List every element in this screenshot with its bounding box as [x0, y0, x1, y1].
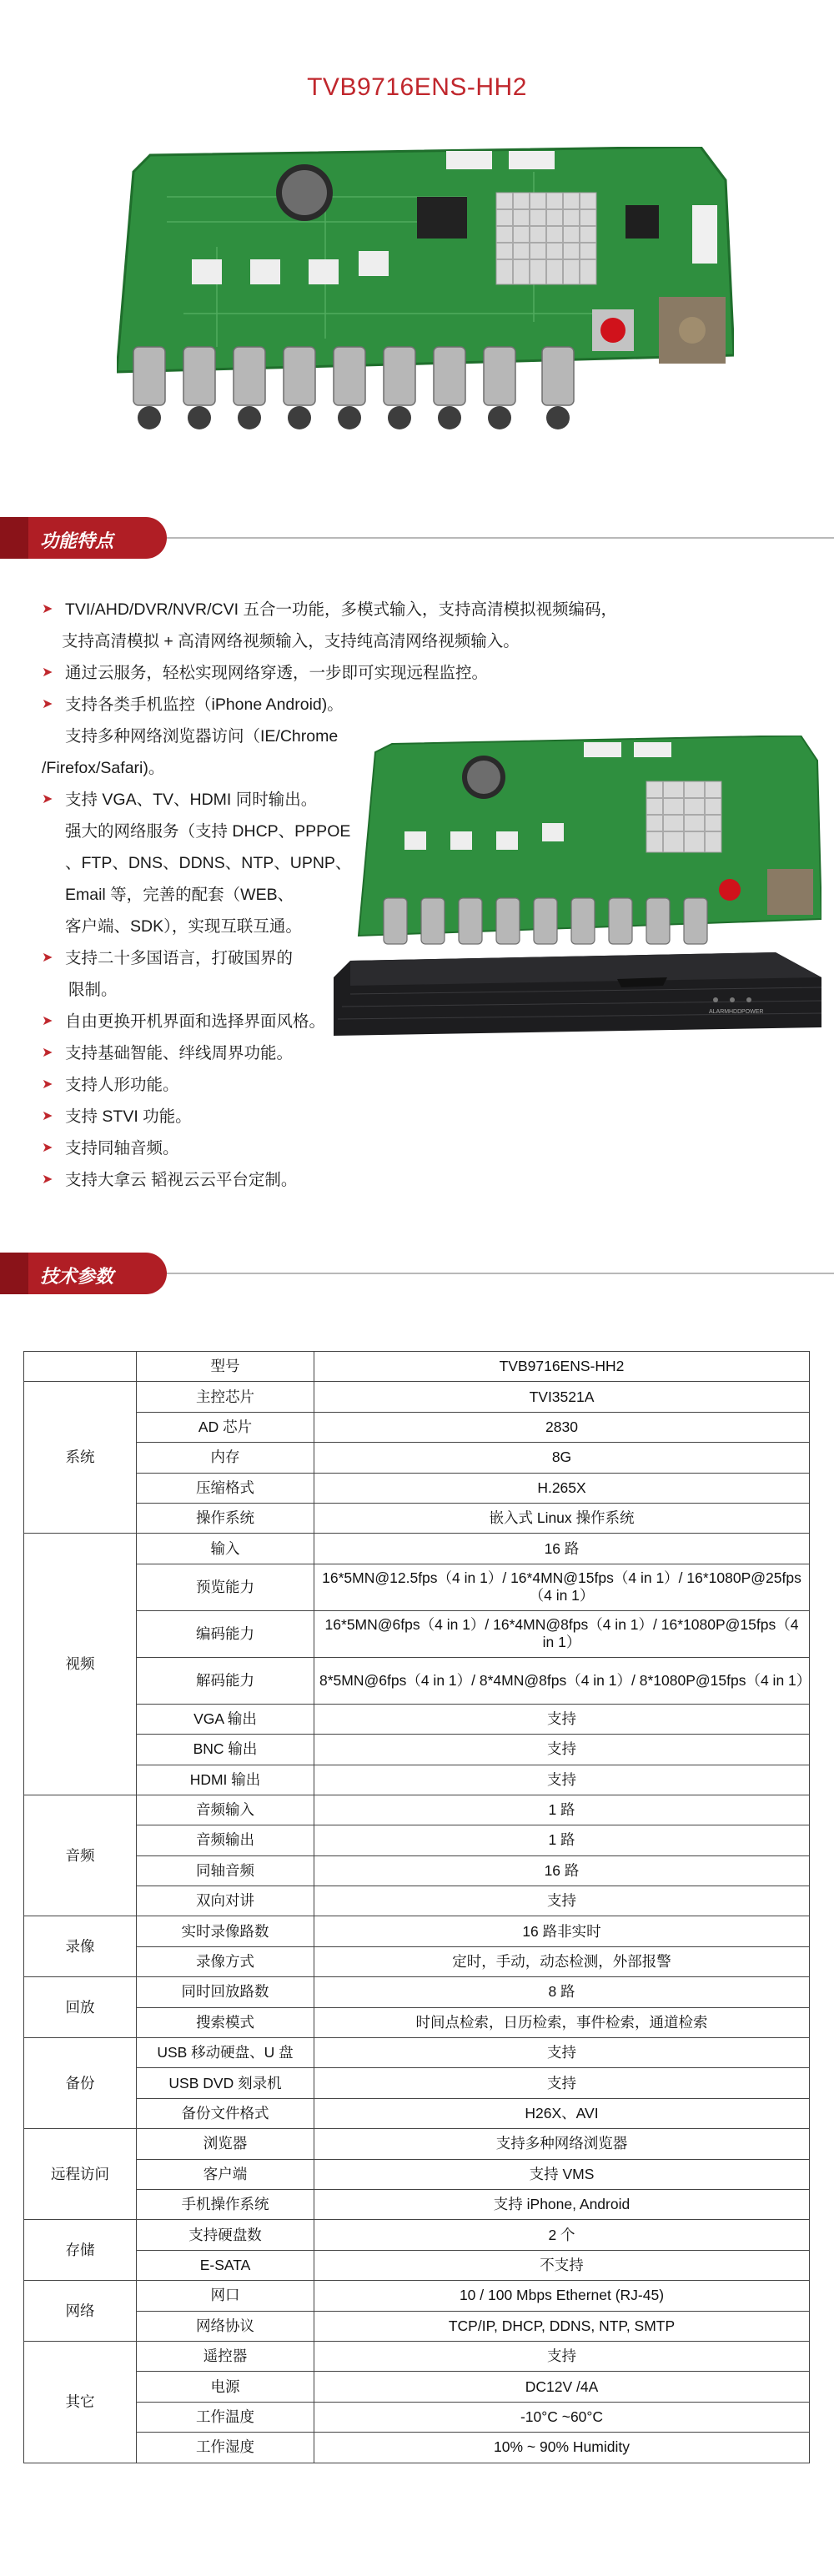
arrow-bullet-icon: ➤	[42, 1141, 53, 1155]
param-cell: 压缩格式	[137, 1473, 314, 1503]
value-cell: H.265X	[314, 1473, 810, 1503]
list-item: ➤ 通过云服务，轻松实现网络穿透，一步即可实现远程监控。	[40, 657, 791, 689]
param-cell: 双向对讲	[137, 1886, 314, 1916]
param-cell: 解码能力	[137, 1657, 314, 1704]
list-item: ➤ 支持基础智能、绊线周界功能。	[40, 1037, 791, 1069]
list-item: ➤ 支持二十多国语言，打破国界的 限制。	[40, 942, 791, 1006]
table-row	[24, 2250, 810, 2280]
param-cell: USB DVD 刻录机	[137, 2068, 314, 2098]
value-cell: 支持	[314, 1765, 810, 1795]
table-row	[24, 1534, 810, 1564]
table-row	[24, 1443, 810, 1473]
param-cell: 操作系统	[137, 1503, 314, 1533]
group-cell: 存储	[24, 2220, 137, 2281]
value-cell: 16*5MN@12.5fps（4 in 1）/ 16*4MN@15fps（4 in 1）/ 16*1080P@25fps（4 in 1）	[314, 1564, 810, 1610]
value-cell: 16 路非实时	[314, 1916, 810, 1946]
value-cell: 定时，手动，动态检测，外部报警	[314, 1946, 810, 1976]
value-cell: 不支持	[314, 2250, 810, 2280]
value-cell: 1 路	[314, 1795, 810, 1825]
table-row	[24, 1916, 810, 1946]
param-cell: 实时录像路数	[137, 1916, 314, 1946]
list-item: ➤ TVI/AHD/DVR/NVR/CVI 五合一功能，多模式输入，支持高清模拟视频编码， 支持高清模拟 + 高清网络视频输入，支持纯高清网络视频输入。	[40, 594, 791, 657]
param-cell: BNC 输出	[137, 1735, 314, 1765]
param-cell: 编码能力	[137, 1610, 314, 1657]
table-row	[24, 1795, 810, 1825]
table-row	[24, 2038, 810, 2068]
group-cell: 网络	[24, 2281, 137, 2342]
value-cell: 支持	[314, 1735, 810, 1765]
table-row	[24, 1765, 810, 1795]
value-cell: DC12V /4A	[314, 2372, 810, 2402]
list-item: ➤ 自由更换开机界面和选择界面风格。	[40, 1006, 791, 1037]
table-row	[24, 1610, 810, 1657]
param-cell: 备份文件格式	[137, 2098, 314, 2128]
table-cell: 型号	[137, 1352, 314, 1382]
table-row	[24, 1977, 810, 2007]
table-row	[24, 2129, 810, 2159]
param-cell: USB 移动硬盘、U 盘	[137, 2038, 314, 2068]
value-cell: 2830	[314, 1412, 810, 1442]
value-cell: -10°C ~60°C	[314, 2402, 810, 2432]
group-cell: 系统	[24, 1382, 137, 1534]
param-cell: 客户端	[137, 2159, 314, 2189]
table-row	[24, 2402, 810, 2432]
alarm-label: ALARM	[709, 1009, 730, 1015]
value-cell: 支持	[314, 2341, 810, 2371]
list-item: ➤ 支持大拿云 韬视云云平台定制。	[40, 1164, 791, 1196]
table-row	[24, 1473, 810, 1503]
value-cell: 支持 iPhone, Android	[314, 2189, 810, 2219]
group-cell: 远程访问	[24, 2129, 137, 2220]
value-cell: 支持 VMS	[314, 2159, 810, 2189]
table-row	[24, 2068, 810, 2098]
param-cell: 输入	[137, 1534, 314, 1564]
param-cell: 音频输出	[137, 1825, 314, 1855]
table-row	[24, 1412, 810, 1442]
list-item: ➤ 支持各类手机监控（iPhone Android)。	[40, 689, 791, 721]
group-cell: 录像	[24, 1916, 137, 1977]
param-cell: 主控芯片	[137, 1382, 314, 1412]
value-cell: 10% ~ 90% Humidity	[314, 2433, 810, 2463]
value-cell: 支持	[314, 1886, 810, 1916]
table-row	[24, 2007, 810, 2037]
value-cell: 支持	[314, 2068, 810, 2098]
table-row	[24, 1704, 810, 1734]
group-cell: 其它	[24, 2341, 137, 2463]
param-cell: HDMI 输出	[137, 1765, 314, 1795]
group-cell: 回放	[24, 1977, 137, 2038]
arrow-bullet-icon: ➤	[42, 1077, 53, 1092]
table-row	[24, 2098, 810, 2128]
table-row	[24, 1503, 810, 1533]
value-cell: 支持	[314, 2038, 810, 2068]
arrow-bullet-icon: ➤	[42, 697, 53, 711]
value-cell: 10 / 100 Mbps Ethernet (RJ-45)	[314, 2281, 810, 2311]
param-cell: 电源	[137, 2372, 314, 2402]
param-cell: AD 芯片	[137, 1412, 314, 1442]
table-row	[24, 1352, 810, 1382]
table-row	[24, 1657, 810, 1704]
features-banner	[0, 517, 167, 559]
param-cell: 音频输入	[137, 1795, 314, 1825]
param-cell: 工作湿度	[137, 2433, 314, 2463]
hdd-label: HDD	[729, 1009, 742, 1015]
param-cell: 遥控器	[137, 2341, 314, 2371]
value-cell: 嵌入式 Linux 操作系统	[314, 1503, 810, 1533]
value-cell: H26X、AVI	[314, 2098, 810, 2128]
value-cell: TCP/IP, DHCP, DDNS, NTP, SMTP	[314, 2311, 810, 2341]
param-cell: 同轴音频	[137, 1855, 314, 1886]
table-row	[24, 2159, 810, 2189]
arrow-bullet-icon: ➤	[42, 792, 53, 806]
list-item: ➤ 支持 STVI 功能。	[40, 1101, 791, 1132]
arrow-bullet-icon: ➤	[42, 951, 53, 965]
param-cell: 手机操作系统	[137, 2189, 314, 2219]
product-title: TVB9716ENS-HH2	[307, 73, 527, 101]
table-row	[24, 1382, 810, 1412]
features-heading: 功能特点	[40, 530, 114, 551]
table-row	[24, 2281, 810, 2311]
group-cell: 备份	[24, 2038, 137, 2129]
arrow-bullet-icon: ➤	[42, 602, 53, 616]
table-row	[24, 2372, 810, 2402]
table-row	[24, 2189, 810, 2219]
spec-table	[23, 1351, 810, 2463]
value-cell: 8 路	[314, 1977, 810, 2007]
table-row	[24, 2433, 810, 2463]
list-item: ➤ 支持同轴音频。	[40, 1132, 791, 1164]
table-row	[24, 2220, 810, 2250]
arrow-bullet-icon: ➤	[42, 1046, 53, 1060]
table-row	[24, 1564, 810, 1610]
value-cell: 2 个	[314, 2220, 810, 2250]
arrow-bullet-icon: ➤	[42, 1109, 53, 1123]
list-item: 强大的网络服务（支持 DHCP、PPPOE 、FTP、DNS、DDNS、NTP、UPNP、 Email 等，完善的配套（WEB、 客户端、SDK），实现互联互通。	[65, 822, 352, 936]
group-cell: 音频	[24, 1795, 137, 1916]
table-row	[24, 1825, 810, 1855]
table-row	[24, 1855, 810, 1886]
param-cell: 同时回放路数	[137, 1977, 314, 2007]
param-cell: 工作温度	[137, 2402, 314, 2432]
group-cell: 视频	[24, 1534, 137, 1795]
list-item: ➤ 支持人形功能。	[40, 1069, 791, 1101]
value-cell: 支持	[314, 1704, 810, 1734]
value-cell: 时间点检索，日历检索，事件检索，通道检索	[314, 2007, 810, 2037]
param-cell: 网络协议	[137, 2311, 314, 2341]
table-row	[24, 1946, 810, 1976]
param-cell: 预览能力	[137, 1564, 314, 1610]
param-cell: 内存	[137, 1443, 314, 1473]
table-cell: TVB9716ENS-HH2	[314, 1352, 810, 1382]
dvr-product-image	[334, 736, 821, 1036]
param-cell: 浏览器	[137, 2129, 314, 2159]
param-cell: 支持硬盘数	[137, 2220, 314, 2250]
arrow-bullet-icon: ➤	[42, 665, 53, 680]
table-row	[24, 2341, 810, 2371]
table-row	[24, 1886, 810, 1916]
param-cell: 搜索模式	[137, 2007, 314, 2037]
arrow-bullet-icon: ➤	[42, 1014, 53, 1028]
param-cell: 录像方式	[137, 1946, 314, 1976]
param-cell: VGA 输出	[137, 1704, 314, 1734]
circuit-board-image	[117, 147, 734, 439]
power-label: POWER	[741, 1009, 764, 1015]
list-item: ➤ 支持 VGA、TV、HDMI 同时输出。	[40, 784, 791, 816]
specs-heading: 技术参数	[40, 1266, 114, 1287]
value-cell: TVI3521A	[314, 1382, 810, 1412]
value-cell: 1 路	[314, 1825, 810, 1855]
list-item-continuation: /Firefox/Safari)。	[42, 759, 165, 777]
value-cell: 支持多种网络浏览器	[314, 2129, 810, 2159]
value-cell: 8G	[314, 1443, 810, 1473]
value-cell: 16 路	[314, 1534, 810, 1564]
arrow-bullet-icon: ➤	[42, 1173, 53, 1187]
param-cell: E-SATA	[137, 2250, 314, 2280]
value-cell: 16 路	[314, 1855, 810, 1886]
table-row	[24, 1735, 810, 1765]
value-cell: 16*5MN@6fps（4 in 1）/ 16*4MN@8fps（4 in 1）/ 16*1080P@15fps（4 in 1）	[314, 1610, 810, 1657]
list-item: 支持多种网络浏览器访问（IE/Chrome	[65, 727, 339, 746]
table-row	[24, 2311, 810, 2341]
value-cell: 8*5MN@6fps（4 in 1）/ 8*4MN@8fps（4 in 1）/ 8*1080P@15fps（4 in 1）	[314, 1657, 810, 1704]
table-cell	[24, 1352, 137, 1382]
param-cell: 网口	[137, 2281, 314, 2311]
specs-banner	[0, 1253, 167, 1294]
